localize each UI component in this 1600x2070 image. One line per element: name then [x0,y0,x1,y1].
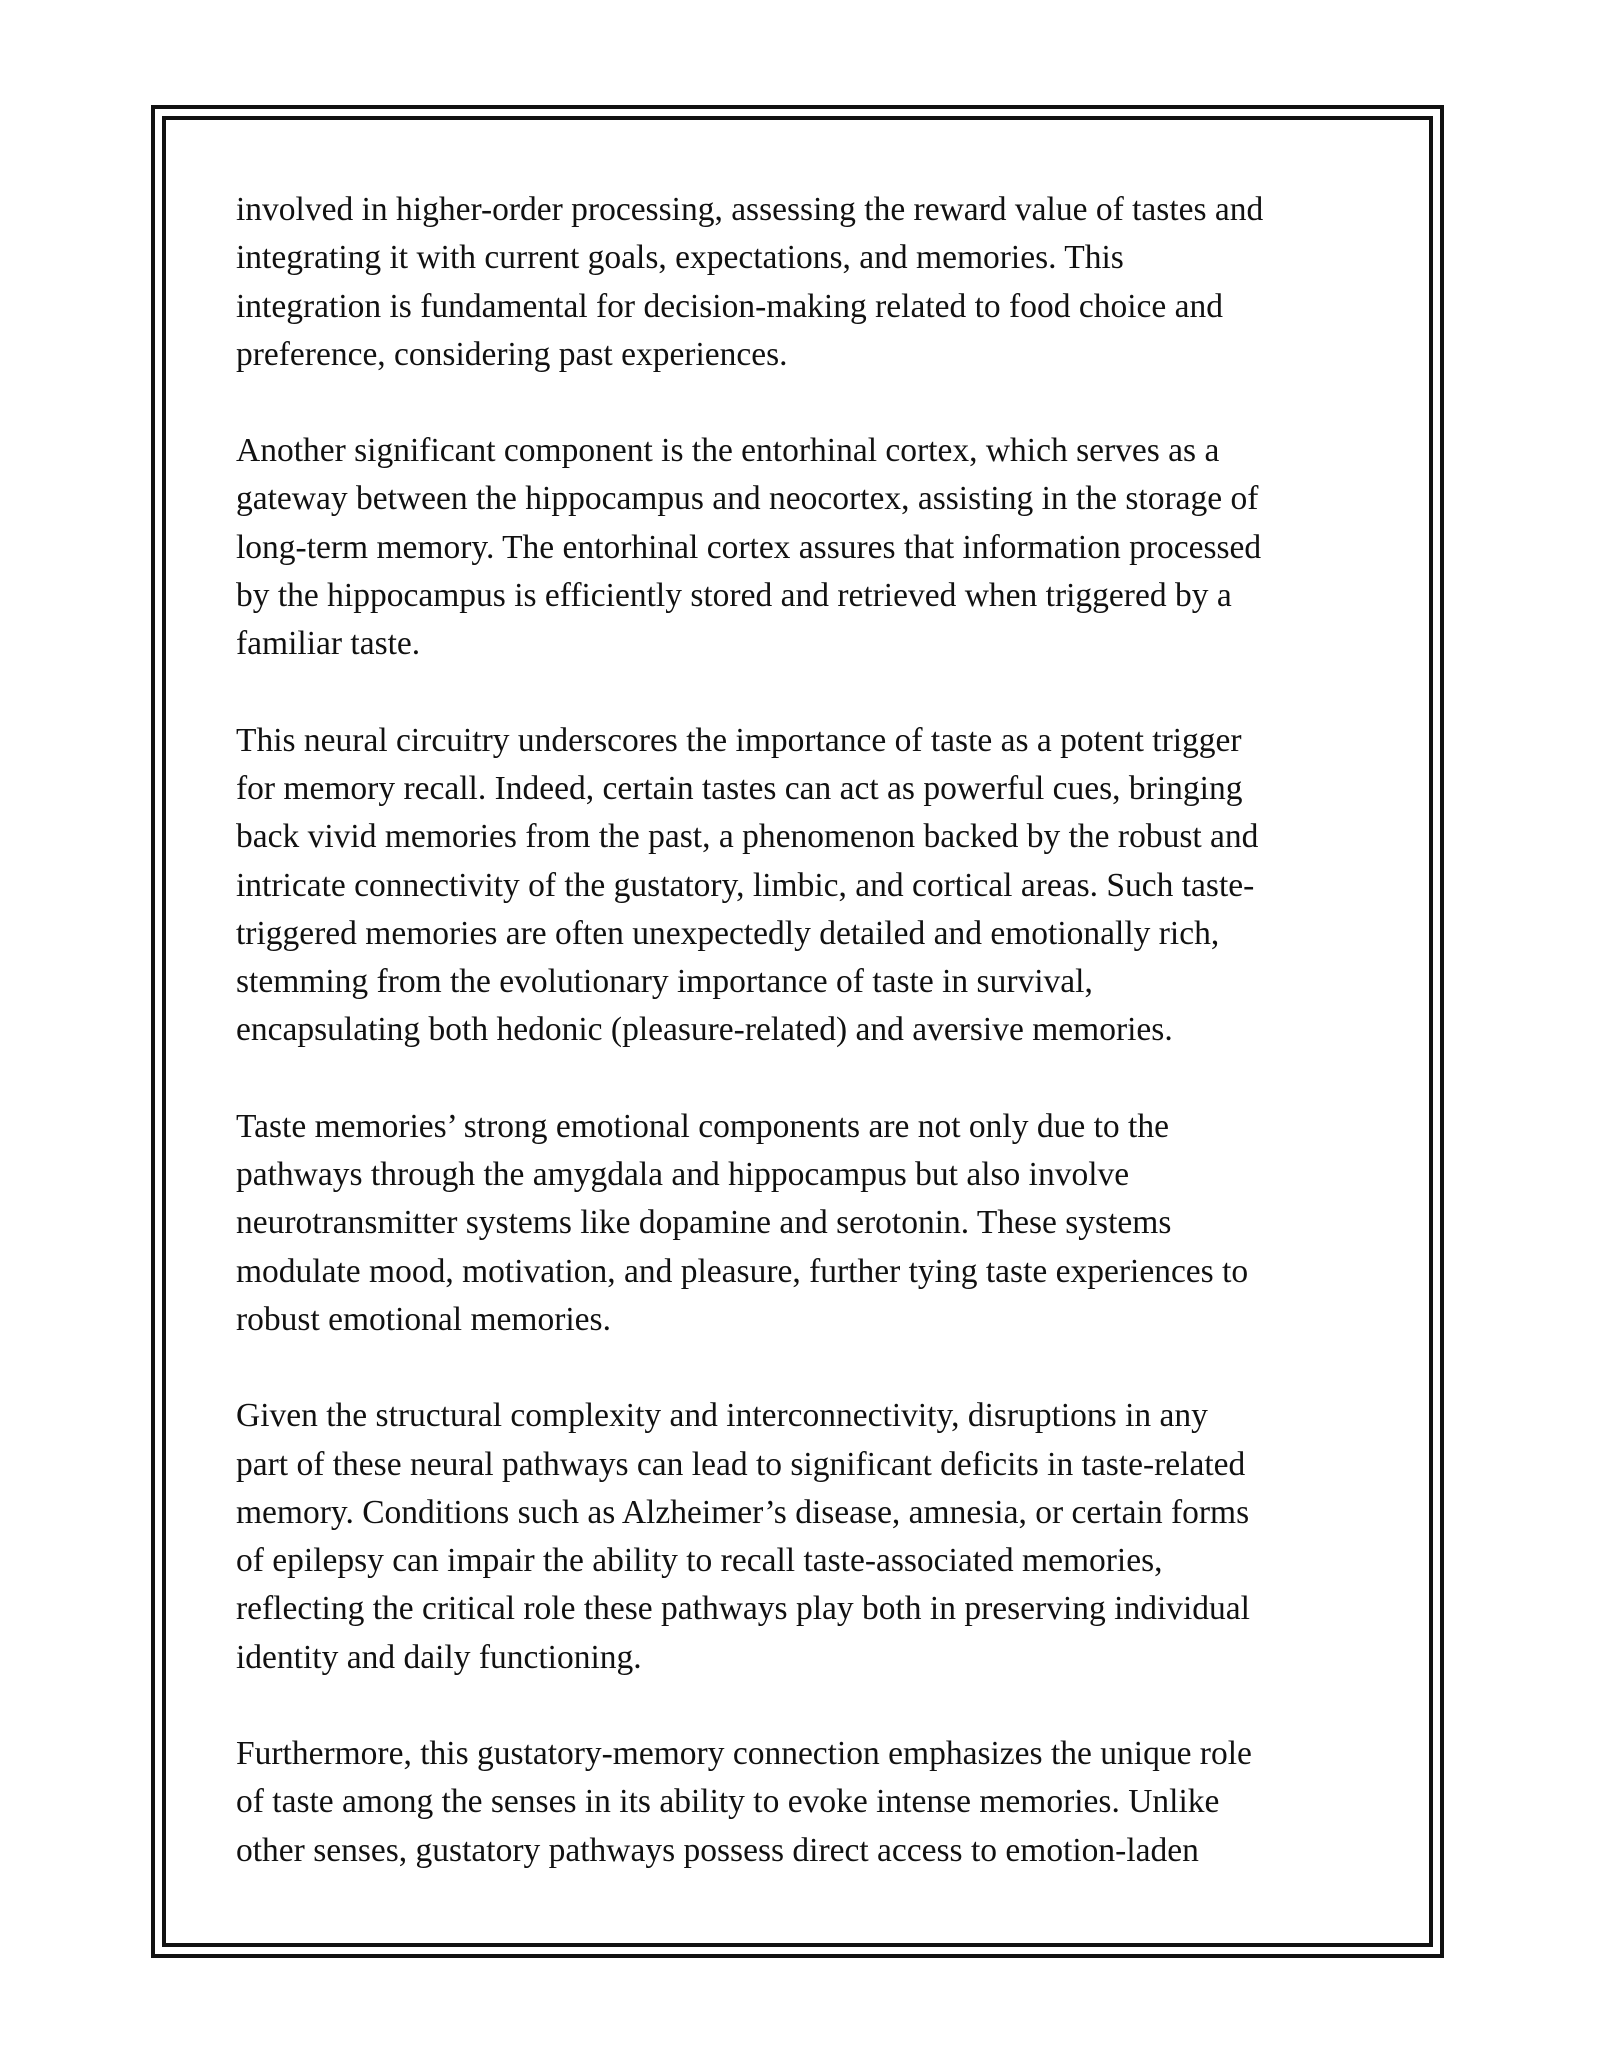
text-line: intricate connectivity of the gustatory, limbic, and cortical areas. Such taste- [236,866,1255,904]
text-line: familiar taste. [236,625,421,663]
document-body [236,186,1366,1923]
text-line: Another significant component is the entorhinal cortex, which serves as a [236,432,1220,470]
text-line: pathways through the amygdala and hippocampus but also involve [236,1156,1130,1194]
text-line: by the hippocampus is efficiently stored and retrieved when triggered by a [236,577,1232,615]
paragraph-1 [236,186,1366,379]
text-line: integrating it with current goals, expectations, and memories. This [236,239,1124,277]
text-line: identity and daily functioning. [236,1638,642,1676]
text-line: Taste memories’ strong emotional components are not only due to the [236,1107,1169,1145]
text-line: robust emotional memories. [236,1300,611,1338]
text-line: preference, considering past experiences. [236,335,788,373]
text-line: Furthermore, this gustatory-memory connection emphasizes the unique role [236,1735,1252,1773]
text-line: of epilepsy can impair the ability to recall taste-associated memories, [236,1542,1163,1580]
text-line: triggered memories are often unexpectedly detailed and emotionally rich, [236,914,1220,952]
paragraph-3 [236,717,1366,1055]
text-line: neurotransmitter systems like dopamine and serotonin. These systems [236,1204,1172,1242]
text-line: long-term memory. The entorhinal cortex assures that information processed [236,528,1262,566]
text-line: gateway between the hippocampus and neocortex, assisting in the storage of [236,480,1259,518]
text-line: of taste among the senses in its ability to evoke intense memories. Unlike [236,1783,1220,1821]
text-line: memory. Conditions such as Alzheimer’s disease, amnesia, or certain forms [236,1493,1250,1531]
text-line: modulate mood, motivation, and pleasure, further tying taste experiences to [236,1252,1249,1290]
paragraph-5 [236,1392,1366,1682]
text-line: encapsulating both hedonic (pleasure-related) and aversive memories. [236,1011,1173,1049]
text-line: other senses, gustatory pathways possess direct access to emotion-laden [236,1831,1199,1869]
text-line: for memory recall. Indeed, certain tastes can act as powerful cues, bringing [236,769,1243,807]
text-line: This neural circuitry underscores the importance of taste as a potent trigger [236,721,1242,759]
text-line: stemming from the evolutionary importance of taste in survival, [236,963,1093,1001]
paragraph-4 [236,1103,1366,1344]
paragraph-6 [236,1730,1366,1875]
text-line: part of these neural pathways can lead to significant deficits in taste-related [236,1445,1246,1483]
paragraph-2 [236,427,1366,668]
text-line: Given the structural complexity and interconnectivity, disruptions in any [236,1397,1208,1435]
text-line: reflecting the critical role these pathways play both in preserving individual [236,1590,1250,1628]
text-line: back vivid memories from the past, a phenomenon backed by the robust and [236,818,1259,856]
text-line: involved in higher-order processing, assessing the reward value of tastes and [236,191,1264,228]
text-line: integration is fundamental for decision-making related to food choice and [236,287,1223,325]
